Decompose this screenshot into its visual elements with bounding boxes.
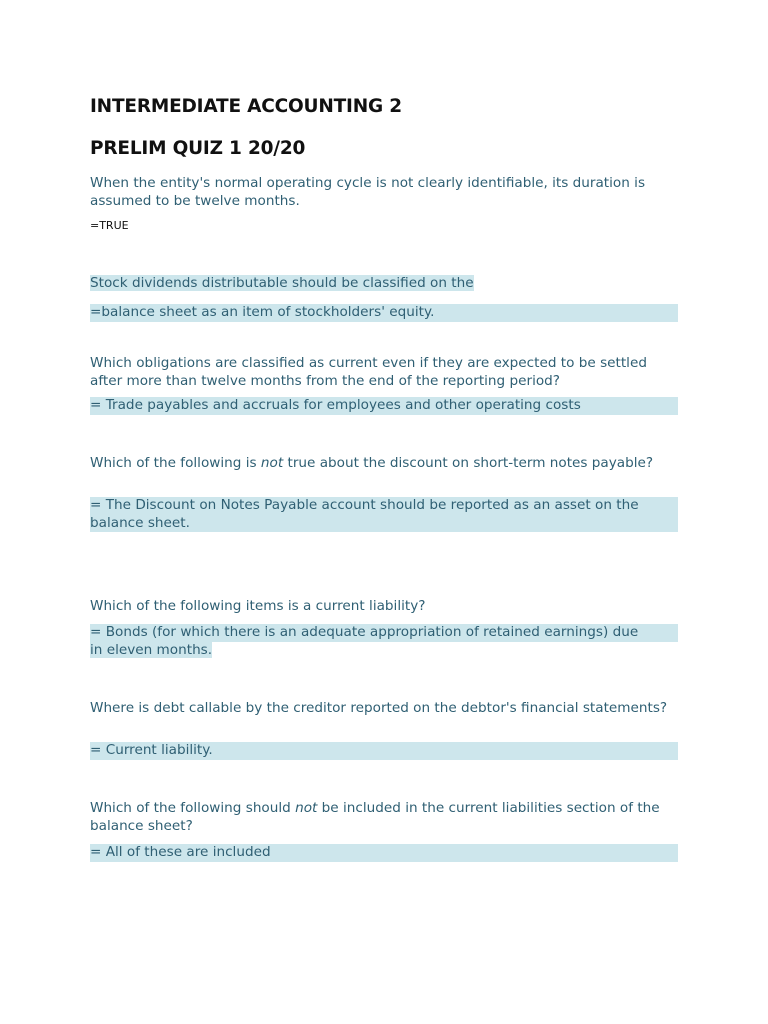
question-6: Where is debt callable by the creditor reported on the debtor's financial statements? xyxy=(90,700,668,716)
quiz-title: PRELIM QUIZ 1 20/20 xyxy=(90,138,306,159)
answer-5-line-1: = Bonds (for which there is an adequate appropriation of retained earnings) due xyxy=(90,624,678,642)
question-2-text: Stock dividends distributable should be classified on the xyxy=(90,275,474,291)
answer-5-line-2: in eleven months. xyxy=(90,642,213,658)
question-7-after: be included in the current liabilities section of the balance sheet? xyxy=(90,800,660,834)
question-2 xyxy=(90,275,474,293)
question-4-emphasis: not xyxy=(260,455,284,471)
answer-1: =TRUE xyxy=(90,219,129,232)
question-4 xyxy=(90,455,680,473)
question-7 xyxy=(90,800,680,835)
question-3: Which obligations are classified as current even if they are expected to be settled after more than twelve months from the end of the reporting period? xyxy=(90,355,647,389)
answer-6: = Current liability. xyxy=(90,742,678,760)
answer-7: = All of these are included xyxy=(90,844,678,862)
question-1: When the entity's normal operating cycle is not clearly identifiable, its duration is assumed to be twelve months. xyxy=(90,175,646,209)
question-4-before: Which of the following is xyxy=(90,455,261,471)
answer-2: =balance sheet as an item of stockholders' equity. xyxy=(90,304,678,322)
answer-5-line-2-wrap xyxy=(90,642,212,660)
question-7-emphasis: not xyxy=(295,800,318,816)
question-4-after: true about the discount on short-term notes payable? xyxy=(283,455,654,471)
page-title: INTERMEDIATE ACCOUNTING 2 xyxy=(90,96,402,117)
question-7-before: Which of the following should xyxy=(90,800,296,816)
question-5: Which of the following items is a current liability? xyxy=(90,598,426,614)
answer-4: = The Discount on Notes Payable account should be reported as an asset on the balance sheet. xyxy=(90,497,678,532)
answer-3: = Trade payables and accruals for employees and other operating costs xyxy=(90,397,678,415)
